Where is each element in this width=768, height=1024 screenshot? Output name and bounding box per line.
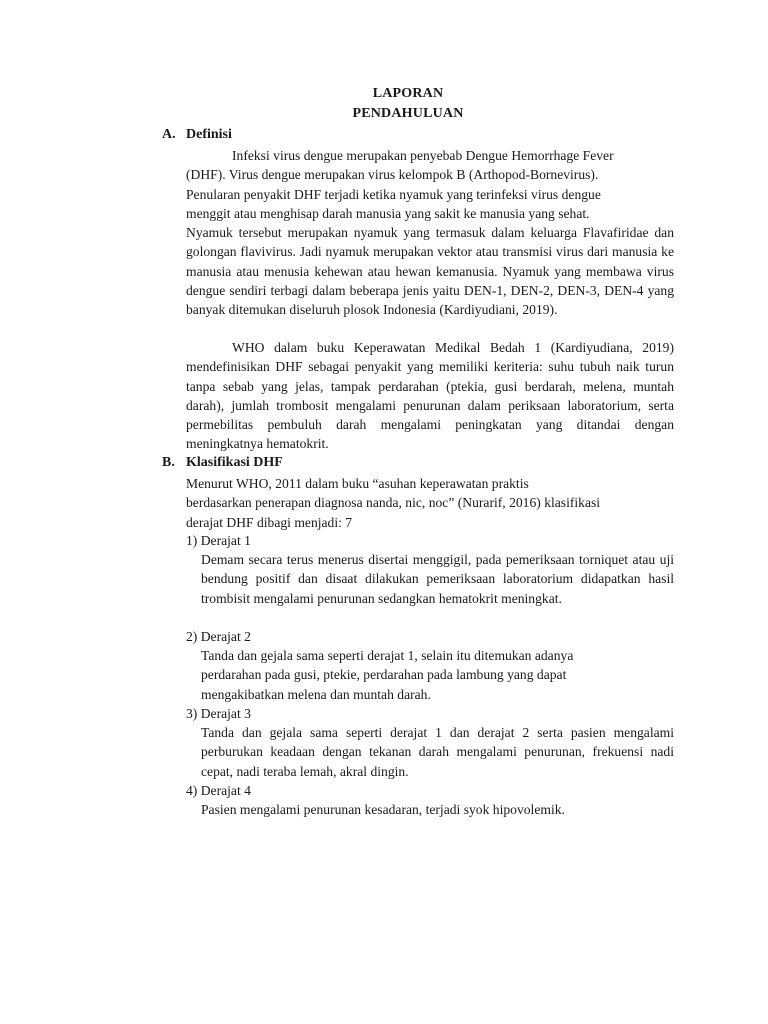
section-a-title: Definisi [186,127,232,142]
paragraph-line: mengakibatkan melena dan muntah darah. [201,686,431,702]
paragraph-line: Penularan penyakit DHF terjadi ketika nyamuk yang terinfeksi virus dengue [186,186,601,202]
paragraph-line: Infeksi virus dengue merupakan penyebab Dengue Hemorrhage Fever [232,148,614,163]
list-item-text: Demam secara terus menerus disertai menggigil, pada pemeriksaan torniquet atau uji bendung positif dan disaat dilakukan pemeriksaan laboratorium didapatkan hasil trombisit mengalami penurunan sedangkan hematokrit meningkat. [201,552,674,606]
section-a-paragraph-1 [186,146,674,223]
doc-title-line1: LAPORAN [372,86,444,101]
list-item-text: Pasien mengalami penurunan kesadaran, terjadi syok hipovolemik. [201,802,565,817]
list-item-label: 2) Derajat 2 [186,629,251,644]
section-a-paragraph-3: WHO dalam buku Keperawatan Medikal Bedah 1 (Kardiyudiana, 2019) mendefinisikan DHF sebagai penyakit yang memiliki keriteria: suhu tubuh naik turun tanpa sebab yang jelas, tampak perdarahan (ptekia, gusi berdarah, melena, muntah darah), jumlah trombosit mengalami penurunan dalam periksaan laboratorium, serta permebilitas pembuluh darah mengalami peningkatan yang ditandai dengan meningkatnya hematokrit. [186,340,674,452]
section-a-letter: A. [162,127,176,142]
list-item-label: 3) Derajat 3 [186,706,251,721]
paragraph-line: Menurut WHO, 2011 dalam buku “asuhan keperawatan praktis [186,476,529,491]
paragraph-line: (DHF). Virus dengue merupakan virus kelompok B (Arthopod-Bornevirus). [186,167,599,183]
section-a-paragraph-2: Nyamuk tersebut merupakan nyamuk yang termasuk dalam keluarga Flavafiridae dan golongan flavivirus. Jadi nyamuk merupakan vektor atau transmisi virus dari manusia ke manusia atau menusia kehewan atau hewan kemanusia. Nyamuk yang membawa virus dengue sendiri terbagi dalam beberapa jenis yaitu DEN-1, DEN-2, DEN-3, DEN-4 yang banyak ditemukan diseluruh plosok Indonesia (Kardiyudiani, 2019). [186,225,674,318]
list-item-label: 1) Derajat 1 [186,533,251,548]
paragraph-line: berdasarkan penerapan diagnosa nanda, nic, noc” (Nurarif, 2016) klasifikasi [186,495,601,511]
section-b-letter: B. [162,455,175,470]
paragraph-line: perdarahan pada gusi, ptekie, perdarahan pada lambung yang dapat [201,667,567,683]
section-a-heading [162,127,232,143]
section-b-intro [186,474,674,532]
section-b-title: Klasifikasi DHF [186,455,283,470]
paragraph-line: menggit atau menghisap darah manusia yang sakit ke manusia yang sehat. [186,205,590,221]
doc-title-line2: PENDAHULUAN [352,106,464,121]
list-item-text: Tanda dan gejala sama seperti derajat 1 dan derajat 2 serta pasien mengalami perburukan keadaan dengan tekanan darah mengalami penurunan, frekuensi nadi cepat, nadi teraba lemah, akral dingin. [201,725,674,779]
paragraph-line: Tanda dan gejala sama seperti derajat 1, selain itu ditemukan adanya [201,648,574,663]
list-item-label: 4) Derajat 4 [186,783,251,798]
section-b-heading [162,455,283,471]
list-item-text [201,646,674,704]
paragraph-line: derajat DHF dibagi menjadi: 7 [186,514,353,530]
